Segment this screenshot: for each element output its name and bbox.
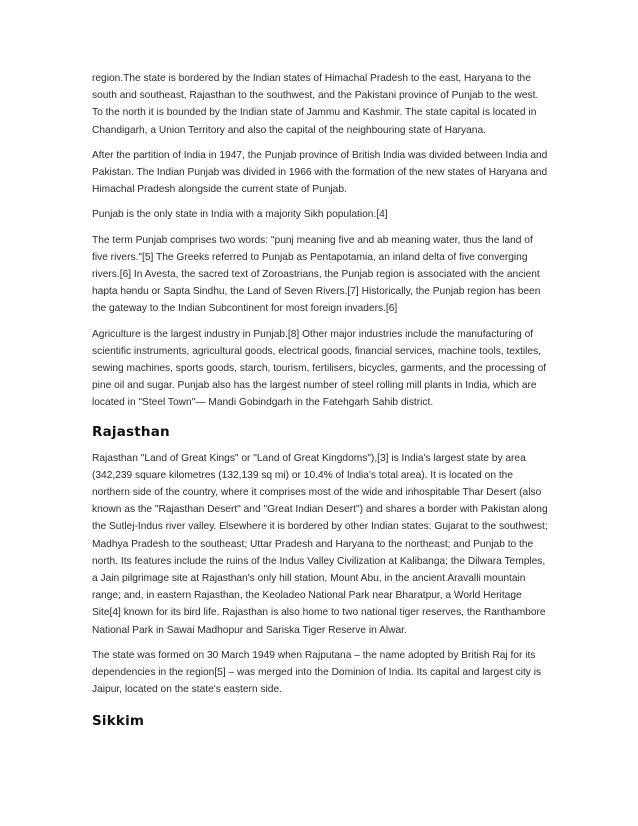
punjab-paragraph-1: region.The state is bordered by the Indian states of Himachal Pradesh to the east, Haryana to the south and southeast, Rajasthan to the southwest, and the Pakistani province of Punjab to the west. To the north it is bounded by the Indian state of Jammu and Kashmir. The state capital is located in Chandigarh, a Union Territory and also the capital of the neighbouring state of Haryana.	[92, 73, 539, 136]
punjab-paragraph-3: Punjab is the only state in India with a majority Sikh population.[4]	[92, 209, 388, 221]
rajasthan-paragraph-1: Rajasthan "Land of Great Kings" or "Land of Great Kingdoms"),[3] is India's largest state by area (342,239 square kilometres (132,139 sq mi) or 10.4% of India's total area). It is located on the northern side of the country, where it comprises most of the wide and inhospitable Thar Desert (also known as the "Rajasthan Desert" and "Great Indian Desert") and shares a border with Pakistan along the Sutlej-Indus river valley. Elsewhere it is bordered by other Indian states: Gujarat to the southwest; Madhya Pradesh to the southeast; Uttar Pradesh and Haryana to the northeast; and Punjab to the north. Its features include the ruins of the Indus Valley Civilization at Kalibanga; the Dilwara Temples, a Jain pilgrimage site at Rajasthan's only hill station, Mount Abu, in the ancient Aravalli mountain range; and, in eastern Rajasthan, the Keoladeo National Park near Bharatpur, a World Heritage Site[4] known for its bird life. Rajasthan is also home to two national tiger reserves, the Ranthambore National Park in Sawai Madhopur and Sariska Tiger Reserve in Alwar.	[92, 452, 548, 636]
rajasthan-paragraph-2: The state was formed on 30 March 1949 when Rajputana – the name adopted by British Raj for its dependencies in the region[5] – was merged into the Dominion of India. Its capital and largest city is Jaipur, located on the state's eastern side.	[92, 649, 542, 696]
rajasthan-heading: Rajasthan	[92, 423, 170, 440]
punjab-paragraph-5: Agriculture is the largest industry in Punjab.[8] Other major industries include the manufacturing of scientific instruments, agricultural goods, electrical goods, financial services, machine tools, textiles, sewing machines, sports goods, starch, tourism, fertilisers, bicycles, garments, and the processing of pine oil and sugar. Punjab also has the largest number of steel rolling mill plants in India, which are located in "Steel Town"— Mandi Gobindgarh in the Fatehgarh Sahib district.	[92, 328, 547, 409]
document-page	[92, 70, 548, 739]
punjab-paragraph-4: The term Punjab comprises two words: "punj meaning five and ab meaning water, thus the land of five rivers."[5] The Greeks referred to Punjab as Pentapotamia, an inland delta of five converging rivers.[6] In Avesta, the sacred text of Zoroastrians, the Punjab region is associated with the ancient hapta həndu or Sapta Sindhu, the Land of Seven Rivers.[7] Historically, the Punjab region has been the gateway to the Indian Subcontinent for most foreign invaders.[6]	[92, 234, 541, 315]
punjab-paragraph-2: After the partition of India in 1947, the Punjab province of British India was divided between India and Pakistan. The Indian Punjab was divided in 1966 with the formation of the new states of Haryana and Himachal Pradesh alongside the current state of Punjab.	[92, 149, 548, 196]
sikkim-heading: Sikkim	[92, 712, 145, 729]
